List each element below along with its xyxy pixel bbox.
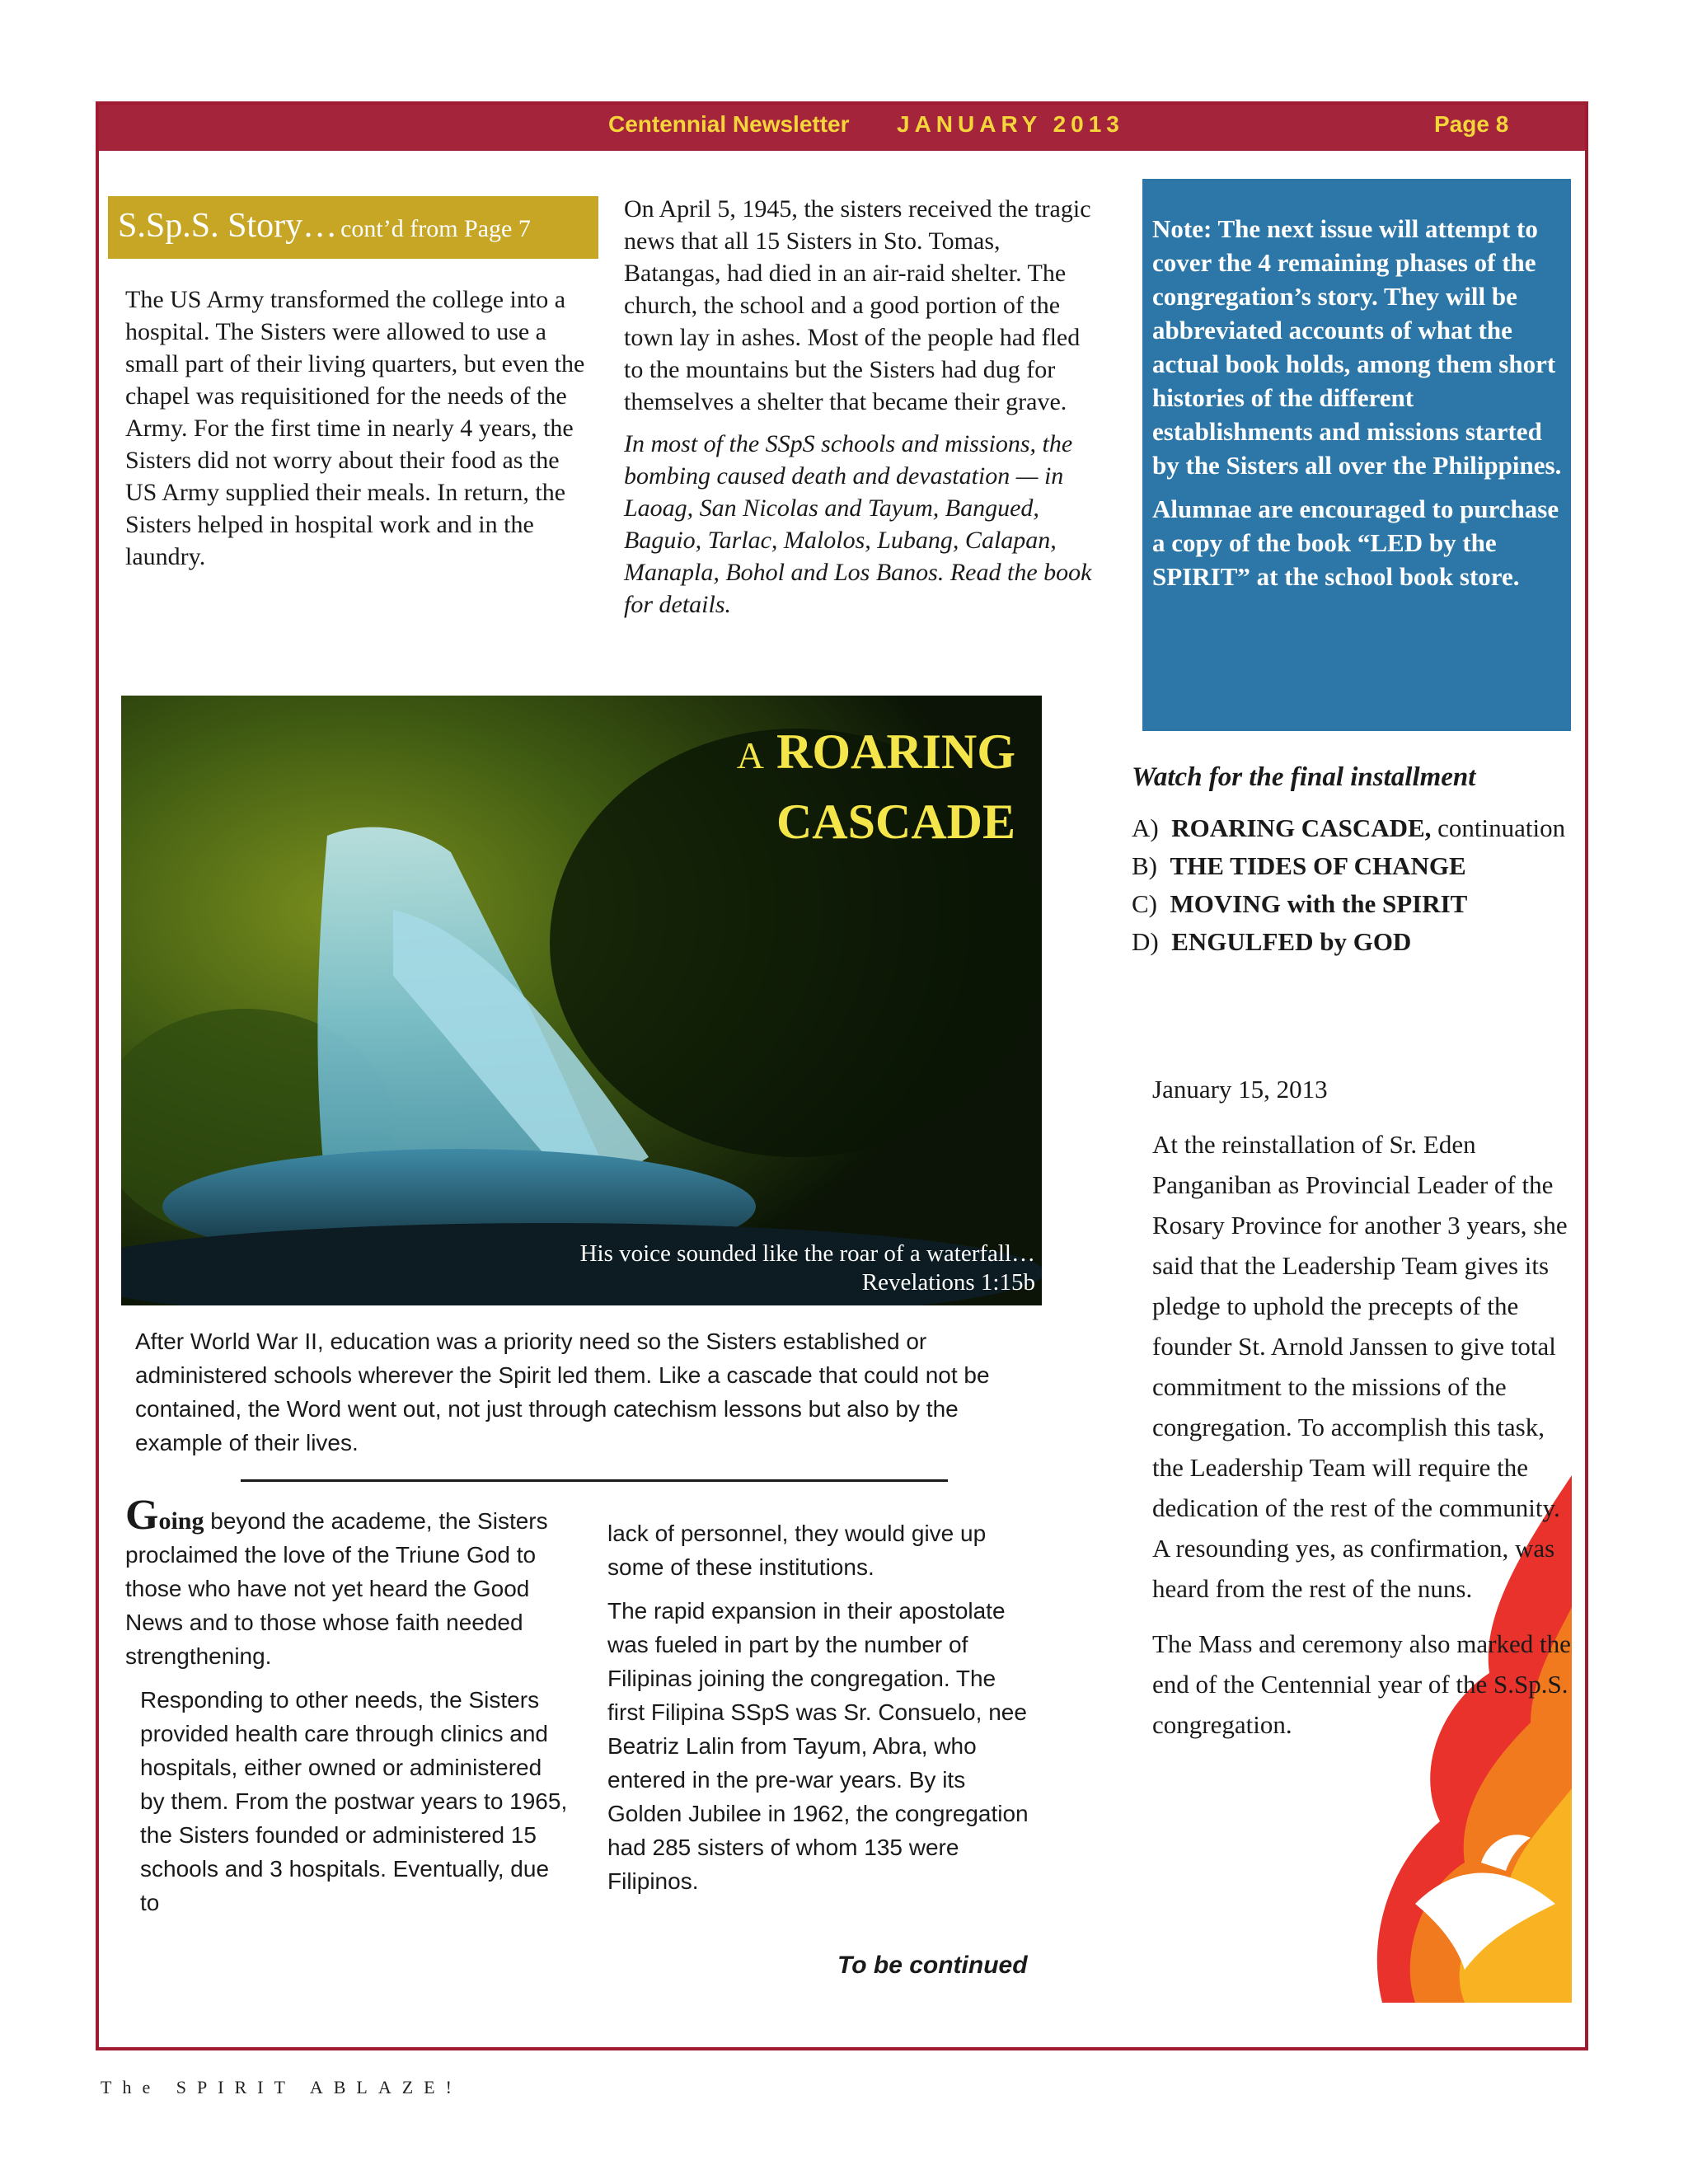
story-subtitle: cont’d from Page 7 [340,215,531,242]
note-box [1142,179,1571,731]
paragraph: The Mass and ceremony also marked the end of the Centennial year of the S.Sp.S. congregation. [1152,1629,1571,1739]
paragraph: Going beyond the academe, the Sisters proclaimed the love of the Triune God to those who have not yet heard the Good News and to those whose faith needed strengthening. [125,1492,548,1669]
list-item: A) ROARING CASCADE, continuation [1132,813,1566,842]
column-1-text [125,284,587,583]
going-beyond-column [125,1492,570,1929]
page-number: Page 8 [1434,111,1509,137]
installment-list [1132,809,1565,961]
after-war-paragraph: After World War II, education was a priority need so the Sisters established or administered schools wherever the Spirit led them. Like a cascade that could not be contained, the Word went out, not just through catechism lessons but also by the example of their lives. [135,1329,990,1455]
paragraph: The US Army transformed the college into a hospital. The Sisters were allowed to use a small part of their living quarters, but even the chapel was requisitioned for the needs of the Army. For the first time in nearly 4 years, the Sisters did not worry about their food as the US Army supplied their meals. In return, the Sisters helped in hospital work and in the laundry. [125,286,585,570]
reinstallation-story [1152,1069,1581,1760]
drop-cap: G [125,1492,159,1539]
watch-heading: Watch for the final installment [1132,762,1476,792]
list-item: B) THE TIDES OF CHANGE [1132,851,1466,880]
paragraph-italic: In most of the SSpS schools and missions, the bombing caused death and devastation — in Laoag, San Nicolas and Tayum, Bangued, Baguio, Tarlac, Malolos, Lubang, Calapan, Manapla, Bohol and Los Banos. Read the book for details. [624,430,1092,618]
column-2-text [624,193,1102,630]
photo-title [737,719,1015,855]
footer-tagline: The SPIRIT ABLAZE! [101,2077,462,2097]
paragraph: At the reinstallation of Sr. Eden Panganiban as Provincial Leader of the Rosary Province for another 3 years, she said that the Leadership Team gives its pledge to uphold the precepts of the founder St. Arnold Janssen to give total commitment to the missions of the congregation. To accomplish this task, the Leadership Team will require the dedication of the rest of the community. A resounding yes, as confirmation, was heard from the rest of the nuns. [1152,1130,1568,1603]
to-be-continued: To be continued [837,1952,1028,1979]
list-item: D) ENGULFED by GOD [1132,927,1412,956]
section-divider [241,1479,948,1482]
caption-quote: His voice sounded like the roar of a waterfall… [579,1240,1035,1267]
paragraph: Responding to other needs, the Sisters provided health care through clinics and hospitals, either owned or administered by them. From the postwar years to 1965, the Sisters founded or administered 15 schools and 3 hospitals. Eventually, due to [140,1687,568,1915]
paragraph: The rapid expansion in their apostolate was fueled in part by the number of Filipinas joining the congregation. The first Filipina SSpS was Sr. Consuelo, nee Beatriz Lalin from Tayum, Abra, who entered in the pre-war years. By its Golden Jubilee in 1962, the congregation had 285 sisters of whom 135 were Filipinos. [607,1598,1029,1894]
photo-title-article: A [736,734,764,776]
waterfall-photo [121,696,1042,1305]
paragraph: lack of personnel, they would give up some of these institutions. [607,1521,987,1580]
photo-title-line-2: CASCADE [776,794,1015,849]
note-paragraph: Alumnae are encouraged to purchase a copy of the book “LED by the SPIRIT” at the school book store. [1152,494,1559,591]
newsletter-title: Centennial Newsletter [608,111,850,137]
issue-date: JANUARY 2013 [897,111,1124,137]
note-paragraph: Note: The next issue will attempt to cover the 4 remaining phases of the congregation’s story. They will be abbreviated accounts of what the actual book holds, among them short histories of the different establishments and missions started by the Sisters all over the Philippines. [1152,214,1562,480]
photo-title-line-1: ROARING [776,724,1015,779]
expansion-column [607,1516,1036,1908]
paragraph: On April 5, 1945, the sisters received the tragic news that all 15 Sisters in Sto. Tomas, Batangas, had died in an air-raid shelter. The church, the school and a good portion of the town lay in ashes. Most of the people had fled to the mountains but the Sisters had dug for themselves a shelter that became their grave. [624,195,1091,415]
story-heading [108,196,598,259]
caption-reference: Revelations 1:15b [861,1269,1035,1296]
list-item: C) MOVING with the SPIRIT [1132,889,1468,918]
story-date: January 15, 2013 [1152,1075,1328,1104]
story-title: S.Sp.S. Story… [118,207,338,245]
photo-caption [580,1240,1035,1297]
header-bar [99,105,1585,154]
